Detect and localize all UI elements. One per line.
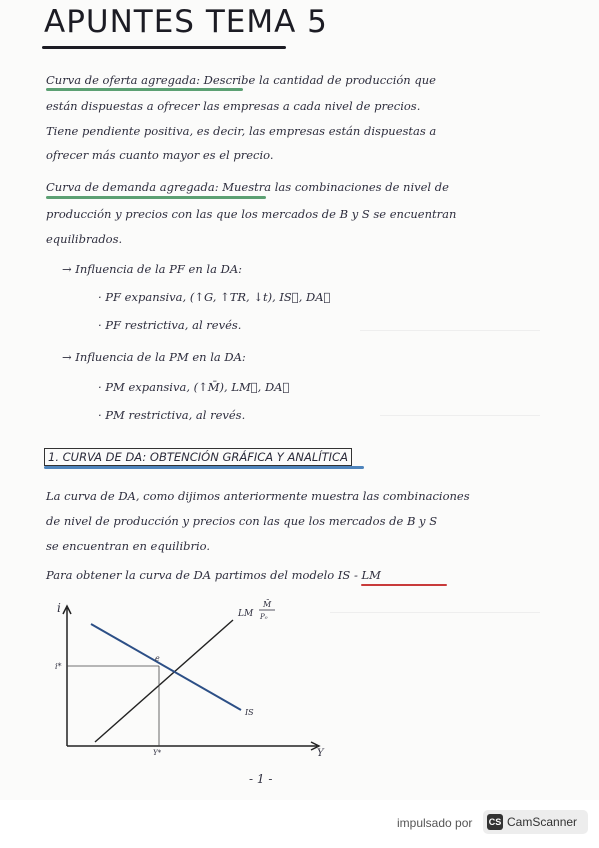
oferta-line-1: [46, 73, 436, 87]
pm-heading: → Influencia de la PM en la DA:: [62, 350, 246, 364]
camscanner-logo-icon: CS: [487, 814, 503, 830]
lm-label: LM: [238, 609, 254, 619]
x-axis-label: Y: [317, 748, 324, 758]
model-name: modelo IS - LM: [291, 568, 381, 582]
title-underline: [42, 46, 286, 49]
bleed-through-mark: [360, 330, 540, 331]
oferta-line-2: están dispuestas a ofrecer las empresas a cada nivel de precios.: [46, 99, 421, 113]
section-heading: 1. CURVA DE DA: OBTENCIÓN GRÁFICA Y ANALÍTICA: [44, 448, 352, 466]
is-curve: [91, 624, 241, 710]
bleed-through-mark: [380, 415, 540, 416]
section-line-3: se encuentran en equilibrio.: [46, 539, 211, 553]
oferta-text-1: Describe la cantidad de producción que: [199, 73, 436, 87]
y-axis-label: i: [57, 601, 61, 615]
pf-item-restrictiva: · PF restrictiva, al revés.: [98, 318, 242, 332]
demanda-line-2: producción y precios con las que los mercados de B y S se encuentran: [46, 207, 457, 221]
section-line-1: La curva de DA, como dijimos anteriormente muestra las combinaciones: [46, 489, 470, 503]
pf-item-expansiva: · PF expansiva, (↑G, ↑TR, ↓t), IS⃗, DA⃗: [98, 290, 331, 304]
is-label: IS: [245, 708, 254, 717]
pf-heading: → Influencia de la PF en la DA:: [62, 262, 243, 276]
is-lm-graph: [55, 598, 345, 758]
section-heading-highlight: [44, 466, 364, 469]
section-line-2: de nivel de producción y precios con las que los mercados de B y S: [46, 514, 438, 528]
powered-by-text: impulsado por: [397, 816, 473, 830]
y-star-label: Y*: [153, 749, 162, 757]
demanda-line-3: equilibrados.: [46, 232, 123, 246]
oferta-term-highlight: [46, 88, 243, 91]
lm-fraction-denominator: P₀: [260, 613, 268, 621]
demanda-line-1: [46, 180, 449, 194]
oferta-term: Curva de oferta agregada:: [46, 73, 200, 87]
equilibrium-label: e: [155, 654, 160, 663]
oferta-line-4: ofrecer más cuanto mayor es el precio.: [46, 148, 274, 162]
page-number: - 1 -: [249, 772, 273, 786]
oferta-line-3: Tiene pendiente positiva, es decir, las empresas están dispuestas a: [46, 124, 437, 138]
page-title: APUNTES TEMA 5: [44, 4, 328, 40]
model-underline: [361, 584, 447, 586]
demanda-term-highlight: [46, 196, 266, 199]
demanda-term: Curva de demanda agregada:: [46, 180, 219, 194]
camscanner-brand: CamScanner: [507, 815, 578, 829]
pm-item-restrictiva: · PM restrictiva, al revés.: [98, 408, 246, 422]
lm-fraction-numerator: M̄: [263, 600, 272, 609]
bleed-through-mark: [330, 612, 540, 613]
demanda-text-1: Muestra las combinaciones de nivel de: [218, 180, 449, 194]
i-star-label: i*: [55, 662, 62, 671]
pm-item-expansiva: · PM expansiva, (↑M̄), LM⃗, DA⃗: [98, 380, 290, 394]
section-line-4: [46, 568, 381, 582]
section-text-4a: Para obtener la curva de DA partimos del: [46, 568, 292, 582]
